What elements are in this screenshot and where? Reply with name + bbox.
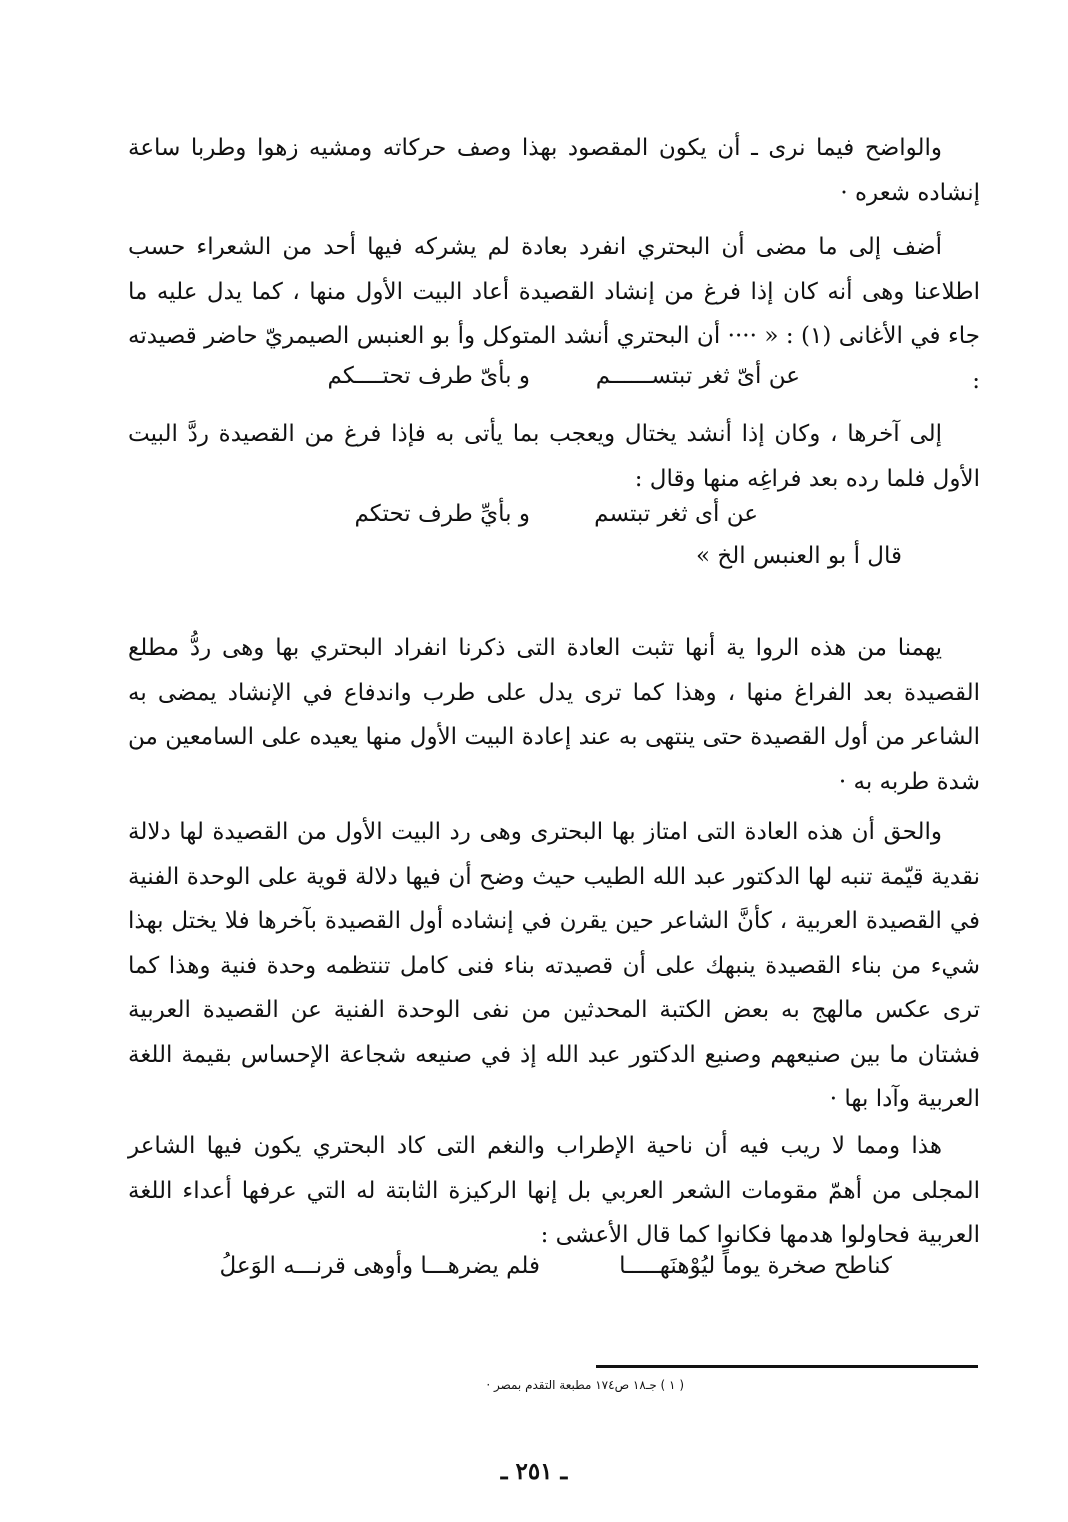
paragraph-2: أضف إلى ما مضى أن البحتري انفرد بعادة لم يشركه فيها أحد من الشعراء حسب اطلاعنا وهى أنه كان إذا فرغ من إنشاد القصيدة أعاد البيت الأول منها ، كما يدل عليه ما جاء في الأغانى (١) : « ···· أن البحتري أنشد المتوكل وأ بو العنبس الصيمريّ حاضر قصيدته :: [128, 234, 980, 394]
quote-ending-line: قال أ بو العنبس الخ »: [696, 543, 902, 569]
footnote: ( ١ ) جـ١٨ ص١٧٤ مطبعة التقدم بمصر ·: [486, 1378, 684, 1392]
paragraph-3: إلى آخرها ، وكان إذا أنشد يختال ويعجب بما يأتى به فإذا فرغ من القصيدة ردَّ البيت الأول فلما رده بعد فراغِه منها وقال :: [128, 421, 980, 492]
verse-1-first-hemistich: عن أىّ ثغر تبتســــــم: [595, 363, 800, 389]
paragraph-1: والواضح فيما نرى ـ أن يكون المقصود بهذا وصف حركاته ومشيه زهوا وطربا ساعة إنشاده شعره ·: [128, 135, 980, 206]
verse-3-second-hemistich: فلم يضرهـــا وأوهى قرنـــه الوَعلُ: [219, 1253, 540, 1279]
footnote-divider: [596, 1365, 978, 1368]
verse-2-second-hemistich: و بأيِّ طرف تحتكم: [354, 501, 530, 527]
paragraph-5: والحق أن هذه العادة التى امتاز بها البحترى وهى رد البيت الأول من القصيدة لها دلالة نقدية قيّمة تنبه لها الدكتور عبد الله الطيب حيث وضح أن فيها دلالة قوية على الوحدة الفنية في القصيدة العربية ، كأنَّ الشاعر حين يقرن في إنشاده أول القصيدة بآخرها فلا يختل بهذا شيء من بناء القصيدة ينبهك على أن قصيدته بناء فنى كامل تنتظمه وحدة فنية وهذا كما ترى عكس مالهج به بعض الكتبة المحدثين من نفى الوحدة الفنية عن القصيدة العربية فشتان ما بين صنيعهم وصنيع الدكتور عبد الله إذ في صنيعه شجاعة الإحساس بقيمة اللغة العربية وآدا بها ·: [128, 819, 980, 1112]
page-number: ـ ٢٥١ ـ: [500, 1458, 568, 1485]
paragraph-4: يهمنا من هذه الروا ية أنها تثبت العادة التى ذكرنا انفراد البحتري بها وهى ردُّ مطلع القصيدة بعد الفراغ منها ، وهذا كما ترى يدل على طرب واندفاع في الإنشاد يمضى به الشاعر من أول القصيدة حتى ينتهى به عند إعادة البيت الأول منها يعيده على السامعين من شدة طربه به ·: [128, 635, 980, 795]
verse-1-second-hemistich: و بأىّ طرف تحتــــكم: [327, 363, 530, 389]
verse-2-first-hemistich: عن أى ثغر تبتسم: [594, 501, 758, 527]
paragraph-6: هذا ومما لا ريب فيه أن ناحية الإطراب والنغم التى كاد البحتري يكون فيها الشاعر المجلى من أهمّ مقومات الشعر العربي بل إنها الركيزة الثابتة له التي عرفها أعداء اللغة العربية فحاولوا هدمها فكانوا كما قال الأعشى :: [128, 1133, 980, 1248]
verse-3-first-hemistich: كناطح صخرة يوماً ليُوْهنَهـــــا: [619, 1253, 892, 1279]
